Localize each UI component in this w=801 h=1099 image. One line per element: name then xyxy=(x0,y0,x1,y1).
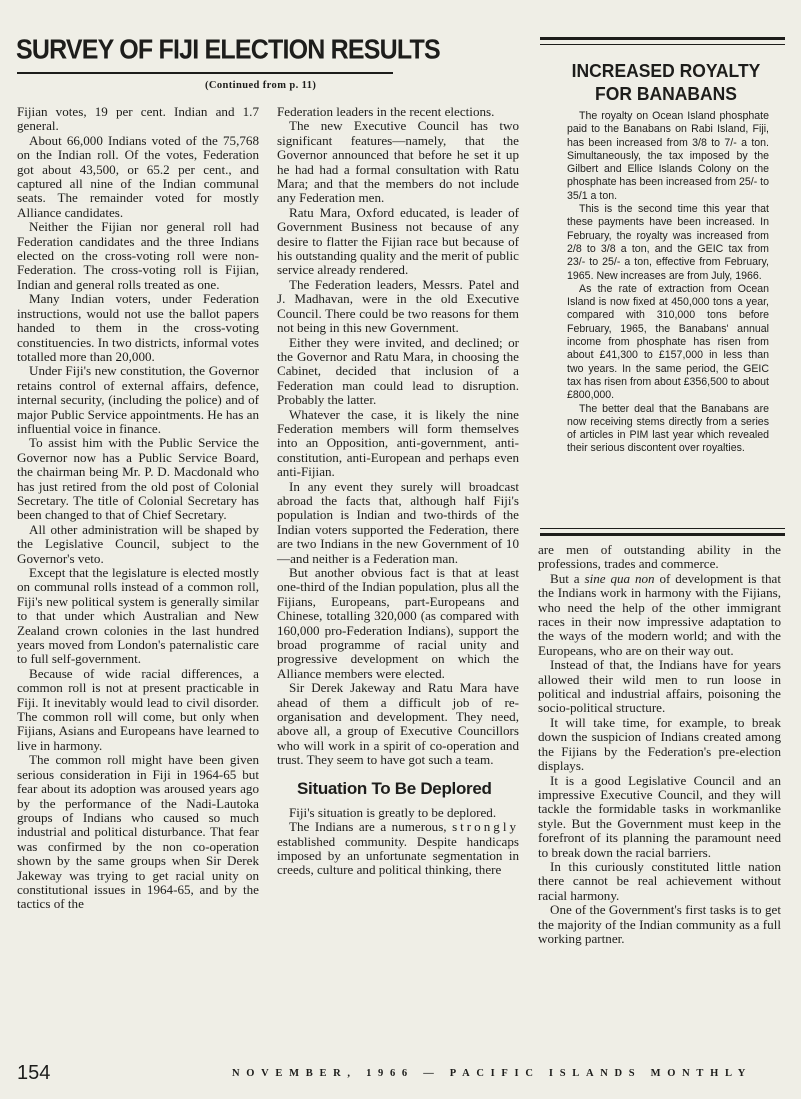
article-paragraph: The Federation leaders, Messrs. Patel and J. Madhavan, were in the old Executive Council. There could be two reasons for them not being in this new Government. xyxy=(277,276,519,336)
article-paragraph: Except that the legislature is elected mostly on communal rolls instead of a common roll, Fiji's new political system is generally similar to that under which Australian and New Zealand crown colonies in the last hundred years moved from London's paternalistic care to full self-government. xyxy=(17,565,259,667)
article-paragraph: But another obvious fact is that at least one-third of the Indian population, plus all the Fijians, Europeans, part-Europeans and Chinese, totalling 320,000 (as compared with 160,000 pro-Federation Indians), support the broad programme of racial unity and progressive development on which the Alliance members were elected. xyxy=(277,565,519,681)
article-paragraph: The common roll might have been given serious consideration in Fiji in 1964-65 but fear about its adoption was aroused years ago by the performance of the Nadi-Lautoka groups of Indians who caused so much industrial and political disturbance. That fear was confirmed by the non co-operation shown by the same groups when Sir Derek Jakeway was trying to get racial unity on constitutional issues in 1964-65, and by the tactics of the xyxy=(17,752,259,912)
article-paragraph: Many Indian voters, under Federation instructions, would not use the ballot papers handed to them in the cross-voting constituencies. In two districts, informal votes totalled more than 20,000. xyxy=(17,291,259,364)
sidebar-body xyxy=(567,110,769,456)
sidebar-headline-line1: INCREASED ROYALTY xyxy=(571,59,761,81)
continued-note: (Continued from p. 11) xyxy=(205,80,317,91)
article-paragraph xyxy=(538,572,781,658)
article-paragraph: Whatever the case, it is likely the nine Federation members will form themselves into an Opposition, anti-government, anti-constitution, anti-European and perhaps even anti-Fijian. xyxy=(277,406,519,480)
article-column-1 xyxy=(17,105,259,912)
article-paragraph: Sir Derek Jakeway and Ratu Mara have ahead of them a difficult job of re-organisation and development. They need, above all, a group of Executive Councillors who will work in a spirit of co-operation and trust. They seem to have got such a team. xyxy=(277,680,519,768)
sidebar-headline xyxy=(548,59,784,105)
article-paragraph: Either they were invited, and declined; or the Governor and Ratu Mara, in choosing the Cabinet, decided that inclusion of a Federation man could lead to disruption. Probably the latter. xyxy=(277,334,519,408)
article-paragraph: To assist him with the Public Service the Governor now has a Public Service Board, the chairman being Mr. P. D. Macdonald who has just retired from the old post of Colonial Secretary. The title of Colonial Secretary has been changed to that of Chief Secretary. xyxy=(17,435,259,523)
article-column-2 xyxy=(277,105,519,878)
article-paragraph: In this curiously constituted little nation there cannot be real achievement without racial harmony. xyxy=(538,858,781,903)
paragraph-rest: of development is that the Indians work in harmony with the Fijians, who need the help of the other immigrant races in their now impressive adaptation to the ways of the modern world; and with the Europeans, who are on their way out. xyxy=(538,570,782,658)
article-paragraph: In any event they surely will broadcast abroad the facts that, although half Fiji's population is Indian and two-thirds of the Indian voters supported the Federation, there are two Indians in the new Government of 10—and neither is a Federation man. xyxy=(277,478,519,566)
sidebar-top-rule-thick xyxy=(540,37,785,40)
sidebar-paragraph: The better deal that the Banabans are now receiving stems directly from a series of articles in PIM last year which revealed their serious discontent over royalties. xyxy=(567,402,769,455)
paragraph-lead: But a xyxy=(550,570,585,586)
article-headline: SURVEY OF FIJI ELECTION RESULTS xyxy=(16,34,440,66)
latin-phrase: sine qua non xyxy=(584,570,655,586)
article-paragraph xyxy=(277,820,519,878)
sidebar-top-rule-thin xyxy=(540,44,785,45)
article-paragraph: Neither the Fijian nor general roll had Federation candidates and the three Indians elected on the cross-voting roll were non-Federation. The cross-voting roll is Fijian, Indian and general rolls treated as one. xyxy=(17,219,259,292)
article-paragraph: Fiji's situation is greatly to be deplored. xyxy=(289,804,497,820)
emphasized-word: strongly xyxy=(452,819,519,835)
article-paragraph: are men of outstanding ability in the professions, trades and commerce. xyxy=(538,542,781,572)
article-paragraph: One of the Government's first tasks is to get the majority of the Indian community as a full working partner. xyxy=(538,902,781,946)
paragraph-rest: established community. Despite handicaps imposed by an unfortunate segmentation in creeds, culture and political thinking, there xyxy=(277,833,519,878)
sidebar-bottom-rule-thick xyxy=(540,533,785,536)
article-paragraph: The new Executive Council has two significant features—namely, that the Governor announced that before he set it up he had had a formal consultation with Ratu Mara; and that the members do not include any Federation men. xyxy=(277,118,519,206)
sidebar-paragraph: The royalty on Ocean Island phosphate paid to the Banabans on Rabi Island, Fiji, has been increased from 3/8 to 7/- a ton. Simultaneously, the tax imposed by the Gilbert and Ellice Islands Colony on the phosphate has been increased from 25/- to 35/1 a ton. xyxy=(567,110,770,202)
paragraph-lead: The Indians are a numerous, xyxy=(289,819,447,835)
article-paragraph: It will take time, for example, to break down the suspicion of Indians created among the Fijians by the Federation's pre-election displays. xyxy=(538,714,781,774)
article-paragraph: Instead of that, the Indians have for years allowed their wild men to run loose in political and industrial affairs, poisoning the socio-political structure. xyxy=(538,657,781,716)
article-paragraph: Fijian votes, 19 per cent. Indian and 1.7 general. xyxy=(17,104,259,134)
article-paragraph: Ratu Mara, Oxford educated, is leader of Government Business not because of any desire to flatter the Fijian race but because of his outstanding quality and the merit of public service already rendered. xyxy=(277,204,519,278)
headline-rule xyxy=(17,72,393,74)
article-paragraph: Federation leaders in the recent elections. xyxy=(277,104,495,119)
article-paragraph: About 66,000 Indians voted of the 75,768 on the Indian roll. Of the votes, Federation got about 43,500, or 65.2 per cent., and captured all nine of the Indian communal seats. The remainder voted for mostly Alliance candidates. xyxy=(17,132,259,220)
article-paragraph: Under Fiji's new constitution, the Governor retains control of external affairs, defence, internal security, (including the police) and of major Public Service appointments. He has an influential voice in finance. xyxy=(17,363,259,436)
sidebar-paragraph: As the rate of extraction from Ocean Island is now fixed at 450,000 tons a year, compared with 310,000 tons before February, 1965, the Banabans' annual income from phosphate has risen from about £41,300 to £157,000 in less than two years. In the same period, the GEIC tax has risen from about £356,500 to about £800,000. xyxy=(567,282,770,402)
page-number: 154 xyxy=(17,1062,51,1084)
article-paragraph: Because of wide racial differences, a common roll is not at present practicable in Fiji. It inevitably would lead to civil disorder. The common roll will come, but only when Fijians, Asians and Europeans have learned to live in harmony. xyxy=(17,665,259,753)
sidebar-bottom-rule-thin xyxy=(540,528,785,529)
section-subheading: Situation To Be Deplored xyxy=(297,778,492,798)
sidebar-paragraph: This is the second time this year that these payments have been increased. In February, the royalty was increased from 2/8 to 3/8 a ton, and the GEIC tax from 23/- to 25/- a ton, effective from February, 1965. New increases are from July, 1966. xyxy=(567,203,769,282)
sidebar-headline-line2: FOR BANABANS xyxy=(595,83,737,105)
article-paragraph: It is a good Legislative Council and an impressive Executive Council, and they will tackle the formidable tasks in workmanlike style. But the Government must keep in the forefront of its planning the paramount need to break down the racial barriers. xyxy=(538,772,781,860)
article-column-3 xyxy=(538,543,781,946)
article-paragraph: All other administration will be shaped by the Legislative Council, subject to the Governor's veto. xyxy=(17,521,259,566)
running-footer: NOVEMBER, 1966 — PACIFIC ISLANDS MONTHLY xyxy=(232,1068,753,1079)
